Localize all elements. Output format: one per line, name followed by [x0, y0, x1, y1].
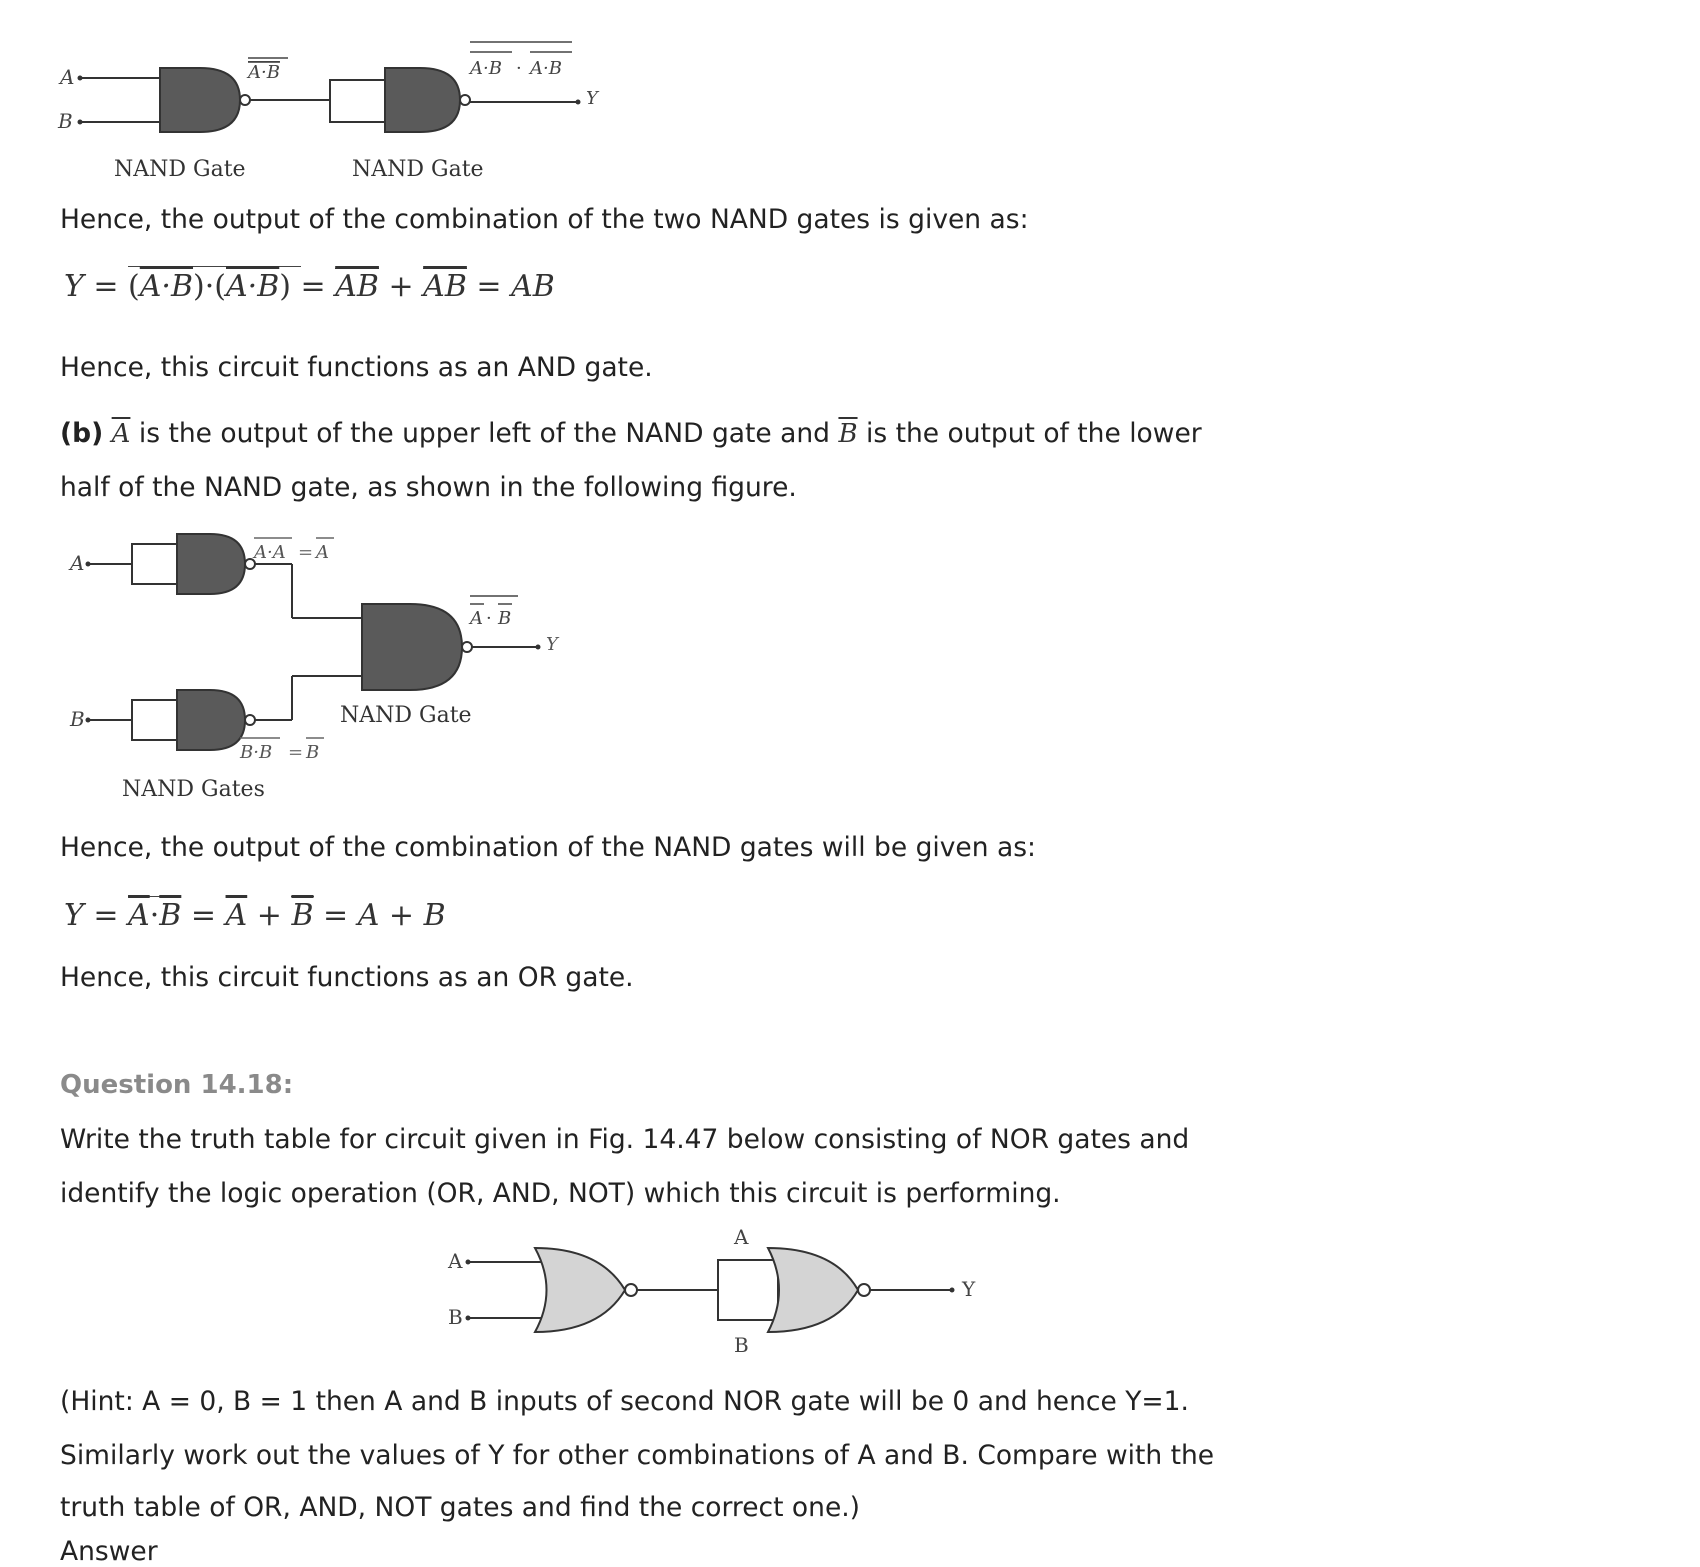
answer-label: Answer: [60, 1536, 158, 1567]
fig2-out-expr-b: B: [498, 608, 512, 629]
fig3-nor-gate-2: [768, 1248, 858, 1332]
paragraph-part-b-line2: half of the NAND gate, as shown in the following figure.: [60, 472, 797, 503]
fig2-nand-gate-bottom: [177, 690, 245, 750]
figure-three-nand-or: [0, 520, 620, 810]
fig2-bottom-input-box: [132, 700, 177, 740]
hint-line-3: truth table of OR, AND, NOT gates and find the correct one.): [60, 1492, 861, 1523]
hint-line-2: Similarly work out the values of Y for other combinations of A and B. Compare with the: [60, 1440, 1215, 1471]
fig2-top-input-box: [132, 544, 177, 584]
fig2-out-expr-a: A: [470, 608, 483, 629]
eq1-term2: $\overline{AB}$: [423, 269, 467, 304]
paragraph-or-conclusion: Hence, this circuit functions as an OR gate.: [60, 962, 634, 993]
eq2-result: A + B: [357, 898, 446, 933]
fig2-output-y-label: Y: [546, 634, 558, 655]
eq1-eq1: =: [93, 269, 119, 304]
part-b-symbol-a: $\overline{A}$: [111, 419, 131, 449]
eq2-plus: +: [256, 898, 282, 933]
paragraph-and-conclusion: Hence, this circuit functions as an AND gate.: [60, 352, 653, 383]
fig1-nand-gate-1: [160, 68, 240, 132]
fig3-input-b-label: B: [448, 1305, 463, 1329]
fig2-caption-gates: NAND Gates: [122, 777, 265, 802]
fig1-out-expression-dot: ·: [516, 58, 522, 79]
eq1-result: AB: [511, 269, 555, 304]
part-b-text-2: is the output of the lower: [865, 418, 1202, 449]
fig3-nor-gate-1: [535, 1248, 625, 1332]
eq2-eq3: =: [323, 898, 349, 933]
eq2-eq1: =: [93, 898, 119, 933]
fig1-out-expression-2: A·B: [530, 58, 562, 79]
fig2-nand-gate-main: [362, 604, 462, 690]
fig1-caption-left: NAND Gate: [114, 157, 246, 182]
fig2-top-expr-rhs: A: [316, 542, 329, 563]
eq2-y: Y: [64, 898, 84, 933]
fig2-bot-expr-lhs: B·B: [240, 742, 273, 763]
fig2-top-eq-sign: =: [298, 542, 314, 563]
fig1-bubble-1: [240, 95, 250, 105]
fig2-caption-gate: NAND Gate: [340, 703, 472, 728]
fig1-nand-gate-2: [385, 68, 460, 132]
fig3-top-label: A: [734, 1225, 749, 1249]
eq1-dot: ·: [204, 269, 215, 304]
equation-or: [64, 896, 446, 933]
equation-and: [64, 268, 555, 304]
fig3-input-a-label: A: [448, 1249, 463, 1273]
question-line-1: Write the truth table for circuit given in Fig. 14.47 below consisting of NOR gates and: [60, 1124, 1190, 1155]
eq2-double-a: $\overline{A}$: [225, 898, 248, 933]
fig2-out-expr-dot: ·: [486, 608, 492, 629]
question-title: Question 14.18:: [60, 1070, 294, 1100]
part-b-symbol-b: $\overline{B}$: [838, 419, 858, 449]
eq1-term1: $\overline{AB}$: [335, 269, 379, 304]
part-b-text-1: is the output of the upper left of the NAND gate and: [138, 418, 830, 449]
paragraph-or-intro: Hence, the output of the combination of the NAND gates will be given as:: [60, 832, 1036, 863]
fig1-input-box: [330, 80, 385, 122]
eq1-plus: +: [388, 269, 414, 304]
eq1-y: Y: [64, 269, 84, 304]
fig1-bubble-2: [460, 95, 470, 105]
eq1-eq2: =: [300, 269, 326, 304]
fig3-input-box: [718, 1260, 778, 1320]
hint-line-1: (Hint: A = 0, B = 1 then A and B inputs of second NOR gate will be 0 and hence Y=1.: [60, 1386, 1189, 1417]
fig1-out-expression-1: A·B: [470, 58, 502, 79]
paragraph-part-b: [60, 418, 1202, 449]
eq1-part1: A·B: [139, 269, 194, 304]
fig1-input-a-label: A: [60, 65, 75, 89]
fig2-input-a-label: A: [70, 551, 85, 575]
fig3-output-y-label: Y: [962, 1277, 976, 1301]
eq2-ab-group: $\overline{A}\cdot\overline{B}$: [128, 898, 182, 933]
fig2-nand-gate-top: [177, 534, 245, 594]
fig2-top-expr-lhs: A·A: [254, 542, 286, 563]
eq2-eq2: =: [190, 898, 216, 933]
fig1-input-b-label: B: [58, 109, 73, 133]
eq2-double-b: $\overline{B}$: [291, 898, 314, 933]
eq1-eq3: =: [476, 269, 502, 304]
fig2-input-b-label: B: [70, 707, 85, 731]
fig2-bot-eq-sign: =: [288, 742, 304, 763]
paragraph-and-intro: Hence, the output of the combination of the two NAND gates is given as:: [60, 204, 1029, 235]
figure-two-nand-and: [0, 0, 620, 190]
figure-two-nor: [0, 1220, 1000, 1360]
eq1-part2: A·B: [226, 269, 280, 304]
fig1-mid-expression: A·B: [248, 62, 280, 83]
eq1-outer-group: (A·B)·(A·B): [128, 266, 300, 304]
fig1-output-y-label: Y: [586, 88, 598, 109]
fig3-bottom-label: B: [734, 1333, 749, 1357]
fig2-bot-expr-rhs: B: [306, 742, 320, 763]
part-b-label: (b): [60, 418, 104, 449]
fig1-caption-right: NAND Gate: [352, 157, 484, 182]
question-line-2: identify the logic operation (OR, AND, NOT) which this circuit is performing.: [60, 1178, 1061, 1209]
